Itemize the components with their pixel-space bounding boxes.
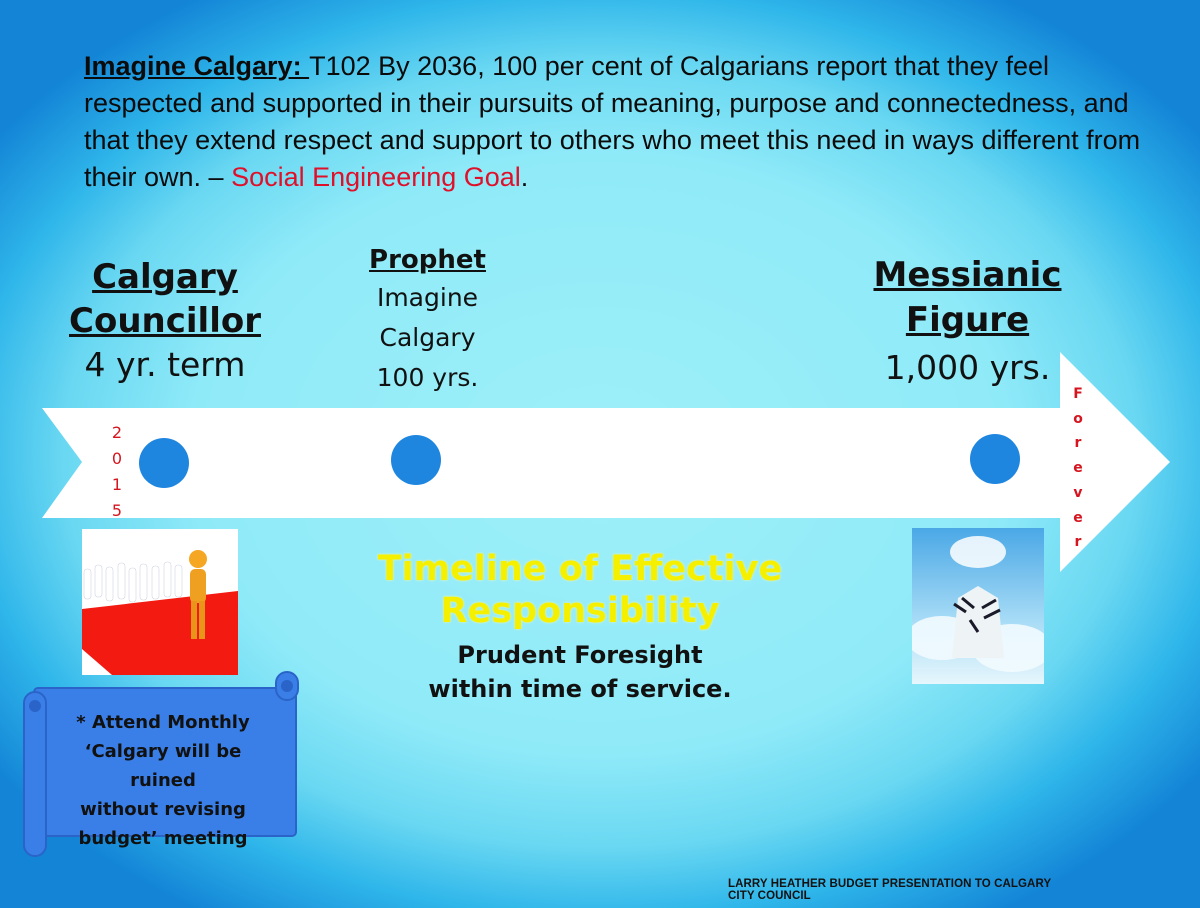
messianic-figure-image: [912, 528, 1044, 684]
scroll-line-1: * Attend Monthly: [76, 712, 250, 733]
councillor-term: 4 yr. term: [84, 345, 246, 384]
prophet-line-2: Calgary: [379, 323, 476, 352]
prophet-heading: Prophet: [369, 245, 486, 275]
councillor-heading-1: Calgary: [92, 257, 238, 297]
forever-char: e: [1073, 509, 1083, 526]
scroll-left-roll: [24, 692, 46, 856]
center-sub-line-1: Prudent Foresight: [457, 641, 703, 669]
forever-char: v: [1073, 484, 1083, 501]
year-char: 1: [111, 475, 123, 494]
forever-char: e: [1073, 460, 1083, 477]
start-year-vertical: [106, 420, 128, 524]
scroll-line-2: ‘Calgary will be ruined: [84, 741, 242, 791]
year-char: 2: [111, 423, 123, 442]
leader-figure-image: [82, 529, 238, 675]
center-title-line-2: Responsibility: [440, 591, 720, 631]
header-goal: Social Engineering Goal: [231, 162, 521, 192]
prophet-line-3: 100 yrs.: [376, 363, 479, 392]
scroll-line-3: without revising: [80, 799, 246, 820]
messianic-term: 1,000 yrs.: [884, 348, 1051, 387]
header-end: .: [520, 162, 529, 192]
scroll-line-4: budget’ meeting: [78, 828, 248, 849]
center-title: [330, 548, 830, 632]
dot-councillor: [139, 438, 189, 488]
dot-prophet: [391, 435, 441, 485]
messianic-heading-2: Figure: [905, 300, 1030, 340]
forever-vertical: [1067, 382, 1089, 555]
messianic-column: [860, 253, 1075, 393]
forever-char: F: [1073, 386, 1083, 402]
year-char: 0: [111, 449, 123, 468]
header-lead: Imagine Calgary:: [84, 51, 310, 81]
dot-messianic: [970, 434, 1020, 484]
prophet-column: [355, 242, 500, 398]
forever-char: r: [1074, 435, 1082, 452]
councillor-column: [60, 255, 270, 387]
center-subtitle: [380, 638, 780, 706]
year-char: 5: [111, 501, 123, 520]
scroll-left-curl: [29, 700, 41, 712]
forever-char: r: [1074, 534, 1082, 551]
center-title-line-1: Timeline of Effective: [377, 549, 783, 589]
scroll-text: [52, 708, 274, 853]
messianic-heading-1: Messianic: [873, 255, 1062, 295]
header-body: T102 By 2036, 100 per cent of Calgarians report that they feel respected and supported in their pursuits of meaning, purpose and connectedness, and that they extend respect and support to others who meet this need in ways different from their own. –: [84, 51, 1141, 192]
footer-credit: LARRY HEATHER BUDGET PRESENTATION TO CALGARY CITY COUNCIL: [728, 878, 1052, 902]
councillor-heading-2: Councillor: [69, 301, 261, 341]
center-sub-line-2: within time of service.: [428, 675, 732, 703]
prophet-line-1: Imagine: [376, 283, 479, 312]
forever-char: o: [1073, 410, 1083, 427]
scroll-right-curl: [281, 680, 293, 692]
